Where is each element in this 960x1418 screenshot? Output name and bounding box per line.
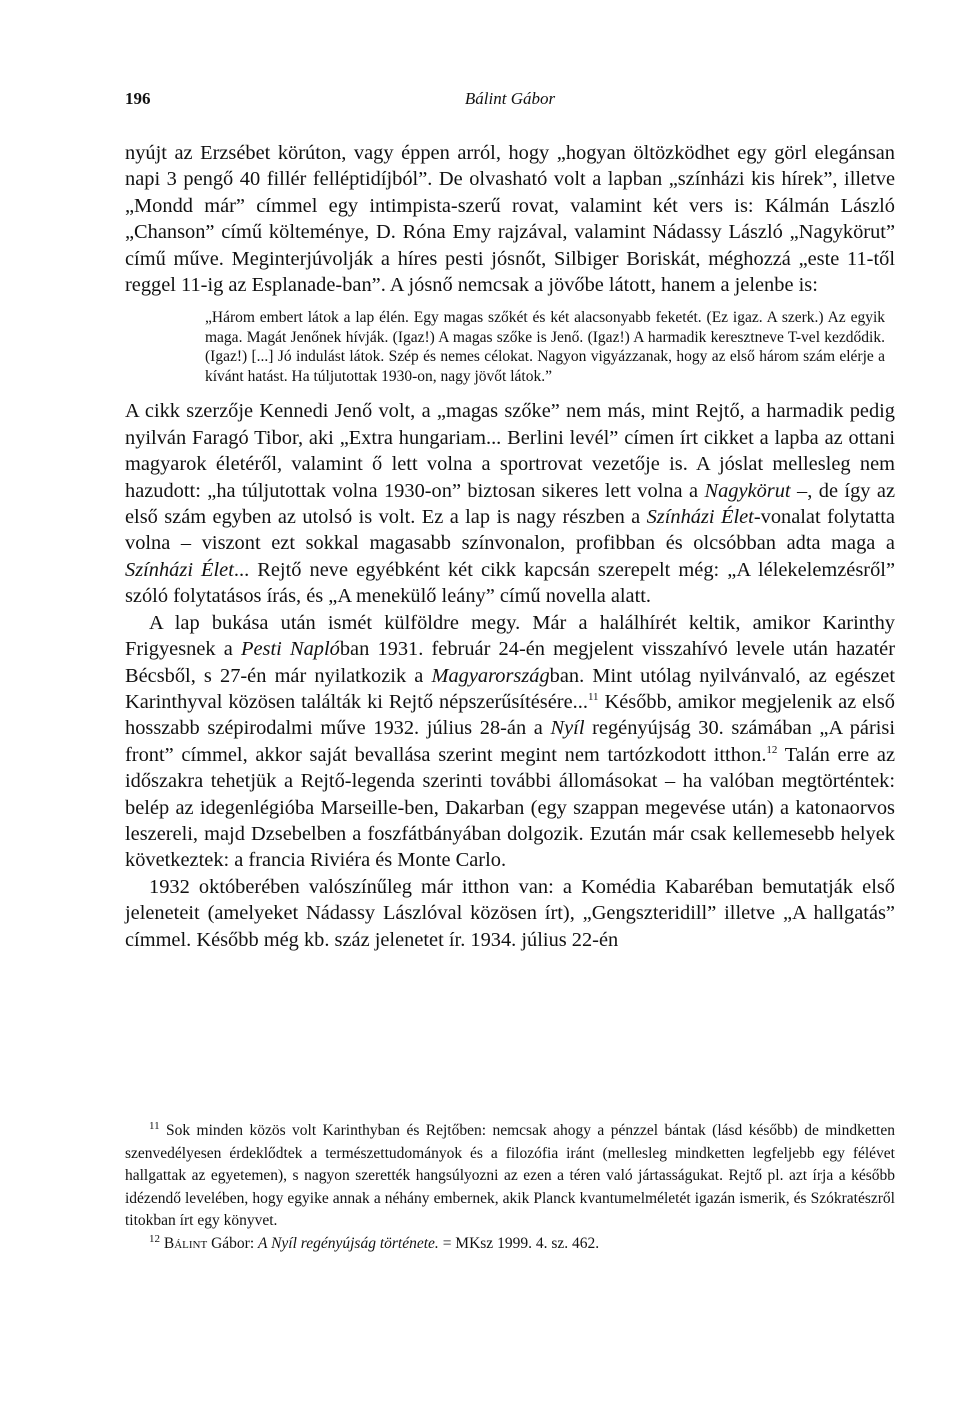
footnote-author-rest: Gábor:: [207, 1234, 259, 1252]
quoted-prophecy: „Három embert látok a lap élén. Egy magas szőkét és két alacsonyabb feketét. (Ez igaz. A szerk.) Az egyik maga. Magát Jenőnek hívják. (Igaz!) A magas szőke is Jenő. (Igaz!) A harmadik keresztneve T-vel kezdődik. (Igaz!) [...] Jó indulást látok. Szép és nemes célokat. Nagyon vigyázzanak, hogy az első három szám elérje a kívánt hatást. Ha túljutottak 1930-on, nagy jövőt látok.”: [205, 309, 885, 385]
text-run: Talán erre az időszakra tehetjük a Rejtő-legenda szerinti további állomásokat – ha valóban megtörténtek: belép az idegenlégióba Marseille-ben, Dakarban (egy szappan megevése után) a katonaorvos leszereli, majd Dzsebelben a foszfátbányában dolgozik. Ezután már csak kellemesebb helyek következtek: a francia Riviéra és Monte Carlo.: [125, 743, 896, 872]
text-run: ban. Mint utólag nyilvánvaló, az egészet Karinthyval közösen találták ki Rejtő népszerűsítésére...: [125, 664, 895, 713]
text-run: –, de így az első szám egyben az utolsó is volt. Ez a lap is nagy részben a: [125, 479, 895, 529]
footnote-11: [125, 1120, 895, 1233]
italic-title: Magyarország: [431, 664, 550, 687]
footnote-citation: = MKsz 1999. 4. sz. 462.: [438, 1234, 600, 1252]
footnote-ref-12[interactable]: 12: [766, 743, 778, 756]
text-run: ban 1931. február 24-én megjelent visszahívó levele után hazatér Bécsből, s 27-én már nyilatkozik a: [125, 638, 895, 687]
footnote-ref-11[interactable]: 11: [587, 691, 599, 704]
main-text: [125, 140, 895, 953]
footnote-12: [125, 1233, 895, 1256]
text-run: A lap bukása után ismét külföldre megy. Már a halálhírét keltik, amikor Karinthy Frigyesnek a: [125, 611, 895, 661]
footnote-author-smallcaps: álint: [174, 1234, 208, 1252]
italic-title: Színházi Élet: [646, 506, 754, 529]
page-header: [125, 89, 895, 115]
page-number: 196: [125, 89, 151, 108]
footnote-number: 11: [149, 1119, 160, 1132]
paragraph-1: nyújt az Erzsébet körúton, vagy éppen arról, hogy „hogyan öltözködhet egy görl elegánsan napi 3 pengő 40 fillér felléptidíjból”. De olvasható volt a lapban „színházi kis hírek”, illetve „Mondd már” címmel egy intimpista-szerű rovat, valamint két vers is: Kálmán László „Chanson” című költeménye, D. Róna Emy rajzával, valamint Nádassy László „Nagykörut” című műve. Meginterjúvolják a híres pesti jósnőt, Silbiger Boriskát, méghozzá „este 11-től reggel 11-ig az Esplanade-ban”. A jósnő nemcsak a jövőbe látott, hanem a jelenbe is:: [125, 142, 895, 297]
footnote-title: A Nyíl regényújság története.: [258, 1234, 439, 1252]
italic-title: Színházi Élet: [125, 558, 234, 581]
paragraph-4: 1932 októberében valószínűleg már itthon van: a Komédia Kabaréban bemutatják első jeleneteit (amelyeket Nádassy Lászlóval közösen írt), „Gengszteridill” illetve „A hallgatás” címmel. Később még kb. száz jelenetet ír. 1934. július 22-én: [125, 875, 895, 951]
italic-title: Nyíl: [550, 717, 585, 740]
footnote-author: B: [160, 1234, 175, 1252]
text-run: ... Rejtő neve egyébként két cikk kapcsán szerepelt még: „A lélekelemzésről” szóló folytatásos írás, és „A menekülő leány” című novella alatt.: [125, 558, 895, 608]
italic-title: Pesti Napló: [241, 638, 340, 661]
text-run: -vonalat folytatta volna – viszont ezt sokkal magasabb színvonalon, profibban és olcsóbban adta maga a: [125, 506, 895, 555]
text-run: A cikk szerzője Kennedi Jenő volt, a „magas szőke” nem más, mint Rejtő, a harmadik pedig nyilván Faragó Tibor, aki „Extra hungariam... Berlini levél” címen írt cikket a lapba az ottani magyarok életéről, valamint ő lett volna a sportrovat vezetője is. A jóslat mellesleg nem hazudott: „ha túljutottak volna 1930-on” biztosan sikeres lett volna a: [125, 400, 895, 502]
running-head: Bálint Gábor: [464, 89, 556, 108]
text-run: Később, amikor megjelenik az első hosszabb szépirodalmi műve 1932. július 28-án a: [125, 690, 895, 740]
footnote-text: Sok minden közös volt Karinthyban és Rejtőben: nemcsak ahogy a pénzzel bántak (lásd később) de mindketten szenvedélyesen érdeklődtek a természettudományok és a filozófia iránt (mellesleg mindketten legfeljebb egy félévet hallgattak az egyetemen), s nagyon szerették hangsúlyozni az ezen a téren való jártasságukat. Rejtő pl. azt írja a később idézendő levelében, hogy egyike annak a néhány embernek, akik Planck kvantumelméletét igazán ismerik, és Szókratészről titokban írt egy könyvet.: [125, 1122, 895, 1229]
paragraph-2: [125, 398, 895, 609]
footnotes: [125, 1120, 895, 1255]
italic-title: Nagykörut: [704, 479, 791, 502]
footnote-number: 12: [149, 1232, 160, 1245]
text-run: regényújság 30. számában „A párisi front” címmel, akkor saját bevallása szerint megint nem tartózkodott itthon.: [125, 717, 896, 766]
paragraph-3: [125, 610, 895, 874]
